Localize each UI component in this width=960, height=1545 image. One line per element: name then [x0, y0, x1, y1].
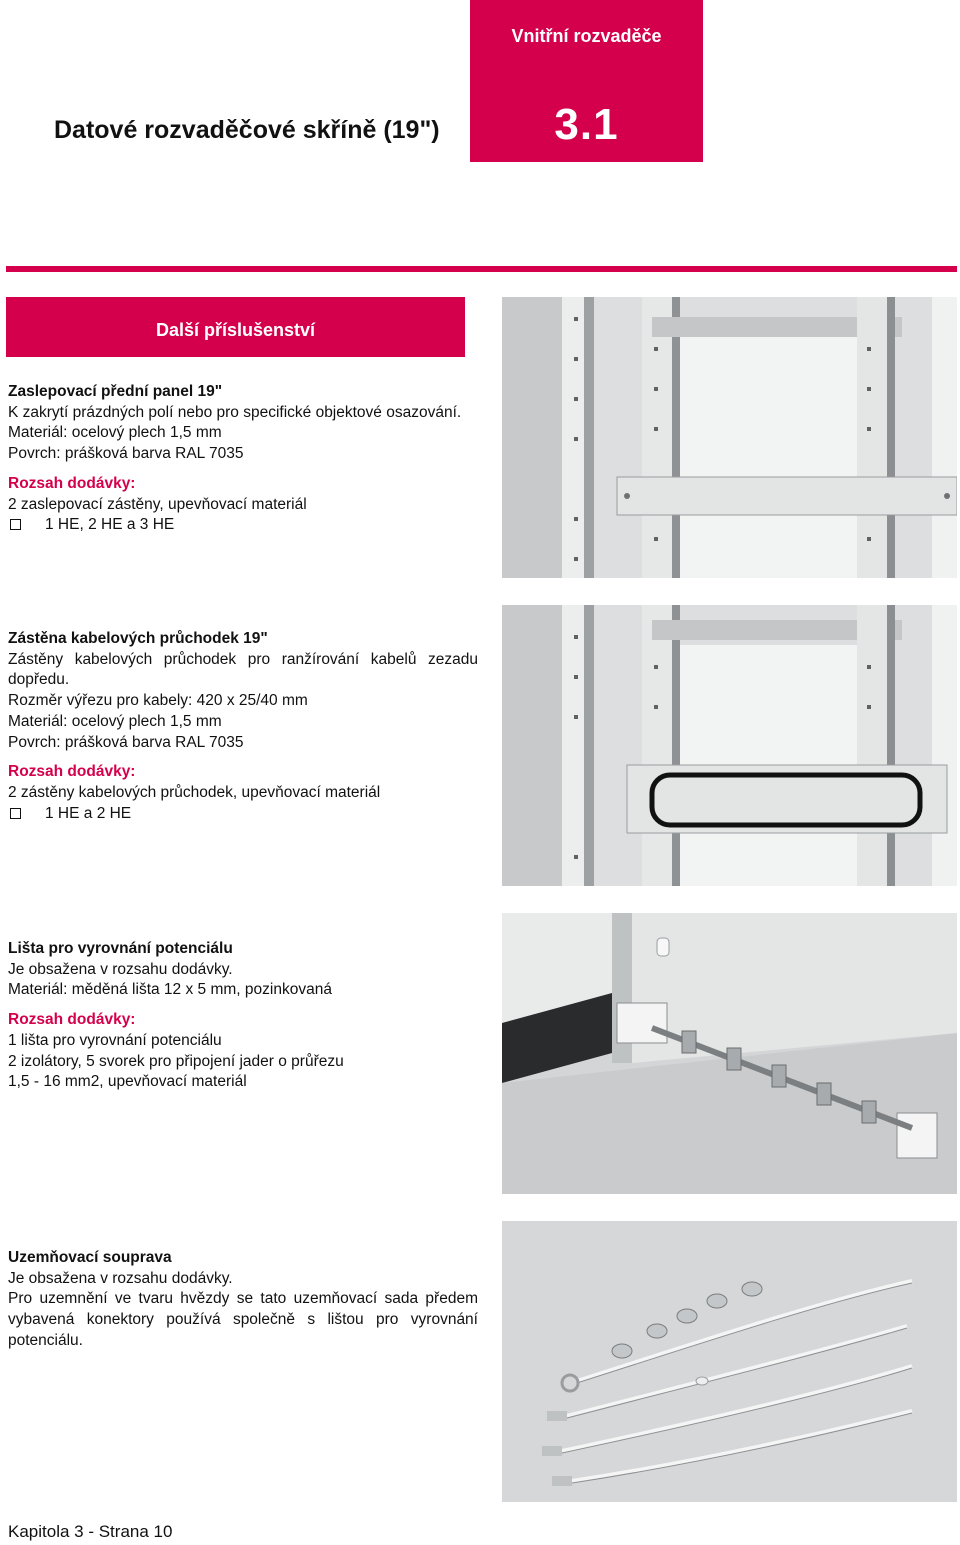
item-description: K zakrytí prázdných polí nebo pro specifické objektové osazování.	[8, 403, 462, 421]
rack-blanking-panel-photo	[502, 297, 957, 578]
item-note: Je obsažena v rozsahu dodávky.	[8, 1269, 233, 1287]
delivery-line: 2 izolátory, 5 svorek pro připojení jader o průřezu	[8, 1052, 344, 1070]
item-surface: Povrch: prášková barva RAL 7035	[8, 445, 244, 463]
item-equalisation-bar	[8, 939, 478, 1093]
option-label: 1 HE a 2 HE	[45, 804, 132, 822]
option-label: 1 HE, 2 HE a 3 HE	[45, 516, 175, 534]
section-title: Další příslušenství	[155, 320, 316, 340]
delivery-line: 1,5 - 16 mm2, upevňovací materiál	[8, 1073, 247, 1091]
delivery-line: 1 lišta pro vyrovnání potenciálu	[8, 1031, 222, 1049]
option-row	[8, 804, 478, 825]
chapter-number: 3.1	[554, 100, 619, 149]
page-title: Datové rozvaděčové skříně (19")	[54, 116, 440, 144]
item-title: Zástěna kabelových průchodek 19"	[8, 630, 268, 647]
delivery-line: 2 zaslepovací zástěny, upevňovací materiál	[8, 495, 307, 513]
item-description: Zástěny kabelových průchodek pro ranžírování kabelů zezadu dopředu.	[8, 650, 478, 689]
item-grounding-kit	[8, 1248, 478, 1352]
item-title: Uzemňovací souprava	[8, 1249, 172, 1266]
item-cable-entry-panel	[8, 629, 478, 824]
item-description: Pro uzemnění ve tvaru hvězdy se tato uzemňovací sada předem vybavená konektory používá společně s lištou pro vyrovnání potenciálu.	[8, 1290, 478, 1349]
potential-equalisation-bar-photo	[502, 913, 957, 1194]
item-blanking-panel	[8, 382, 478, 536]
page-footer: Kapitola 3 - Strana 10	[8, 1522, 173, 1541]
header-divider	[6, 266, 957, 272]
item-material: Materiál: ocelový plech 1,5 mm	[8, 712, 222, 730]
item-note: Je obsažena v rozsahu dodávky.	[8, 960, 233, 978]
checkbox-icon	[10, 519, 21, 530]
item-material: Materiál: ocelový plech 1,5 mm	[8, 424, 222, 442]
item-material: Materiál: měděná lišta 12 x 5 mm, pozinkovaná	[8, 981, 332, 999]
checkbox-icon	[10, 808, 21, 819]
item-title: Zaslepovací přední panel 19"	[8, 383, 223, 400]
item-surface: Povrch: prášková barva RAL 7035	[8, 733, 244, 751]
delivery-label: Rozsah dodávky:	[8, 474, 136, 492]
delivery-line: 2 zástěny kabelových průchodek, upevňovací materiál	[8, 783, 381, 801]
option-row	[8, 515, 478, 536]
delivery-label: Rozsah dodávky:	[8, 1011, 136, 1029]
grounding-kit-photo	[502, 1221, 957, 1502]
item-cutout-size: Rozměr výřezu pro kabely: 420 x 25/40 mm	[8, 692, 308, 710]
cable-entry-panel-photo	[502, 605, 957, 886]
delivery-label: Rozsah dodávky:	[8, 763, 136, 781]
chapter-tab-label: Vnitřní rozvaděče	[511, 26, 662, 46]
item-title: Lišta pro vyrovnání potenciálu	[8, 940, 233, 957]
